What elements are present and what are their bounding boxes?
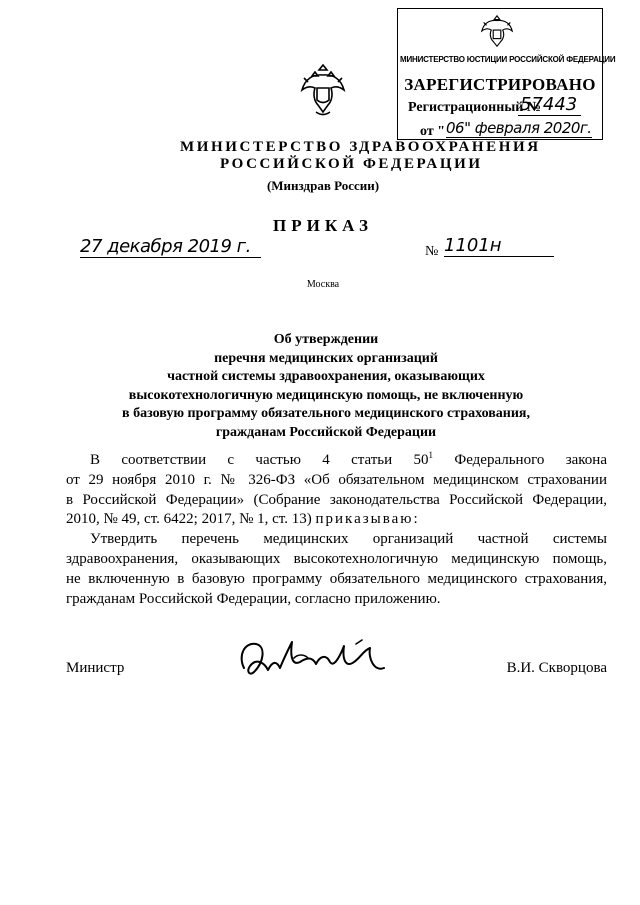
heading-line: Об утверждении (273, 332, 379, 347)
stamp-date: 06" февраля 2020г. (446, 119, 592, 137)
signatory-role: Министр (66, 660, 125, 676)
handwritten-signature-icon (234, 628, 394, 690)
body-line: в Российской Федерации» (Собрание законодательства Российской Федерации, (66, 491, 607, 508)
stamp-reg-number-label: Регистрационный № (408, 100, 541, 115)
order-heading (60, 331, 592, 442)
signatory-name: В.И. Скворцова (506, 660, 607, 676)
stamp-ministry-name: МИНИСТЕРСТВО ЮСТИЦИИ РОССИЙСКОЙ ФЕДЕРАЦИИ (400, 55, 616, 64)
order-date: 27 декабря 2019 г. (80, 236, 261, 258)
heading-line: частной системы здравоохранения, оказывающих (167, 369, 485, 384)
body-line: здравоохранения, оказывающих высокотехнологичную медицинскую помощь, (66, 550, 607, 567)
ministry-name-line2: РОССИЙСКОЙ ФЕДЕРАЦИИ (220, 156, 483, 172)
body-line: В соответствии с частью 4 статьи $50^1$ Федерального закона (90, 450, 607, 468)
order-number: 1101н (444, 235, 554, 257)
stamp-registered-label: ЗАРЕГИСТРИРОВАНО (404, 75, 596, 94)
heading-line: гражданам Российской Федерации (215, 424, 437, 440)
footnote-superscript: 1 (428, 450, 433, 460)
heading-line: перечня медицинских организаций (214, 350, 438, 366)
body-line: не включенную в базовую программу обязательного медицинского страхования, (66, 570, 607, 587)
ministry-name-line1: МИНИСТЕРСТВО ЗДРАВООХРАНЕНИЯ (180, 139, 541, 155)
document-type-title: ПРИКАЗ (273, 216, 373, 235)
ministry-short-name: (Минздрав России) (266, 178, 380, 193)
city: Москва (306, 279, 340, 290)
order-body (66, 451, 607, 609)
russian-coat-of-arms-icon (478, 12, 516, 50)
body-line: Утвердить перечень медицинских организаций частной системы (90, 531, 607, 548)
stamp-reg-number: 57443 (518, 94, 581, 116)
body-line: 2010, № 49, ст. 6422; 2017, № 1, ст. 13) приказываю: (66, 511, 420, 528)
heading-line: в базовую программу обязательного медицинского страхования, (122, 406, 530, 421)
heading-line: высокотехнологичную медицинскую помощь, не включенную (128, 387, 524, 403)
body-line: от 29 ноября 2010 г. № 326-ФЗ «Об обязательном медицинском страховании (66, 471, 607, 488)
order-number-label: № (425, 244, 439, 259)
body-line: гражданам Российской Федерации, согласно приложению. (66, 590, 441, 607)
russian-coat-of-arms-icon (298, 62, 348, 120)
order-verb: приказываю: (315, 511, 420, 528)
stamp-date-label: от " (420, 124, 445, 139)
